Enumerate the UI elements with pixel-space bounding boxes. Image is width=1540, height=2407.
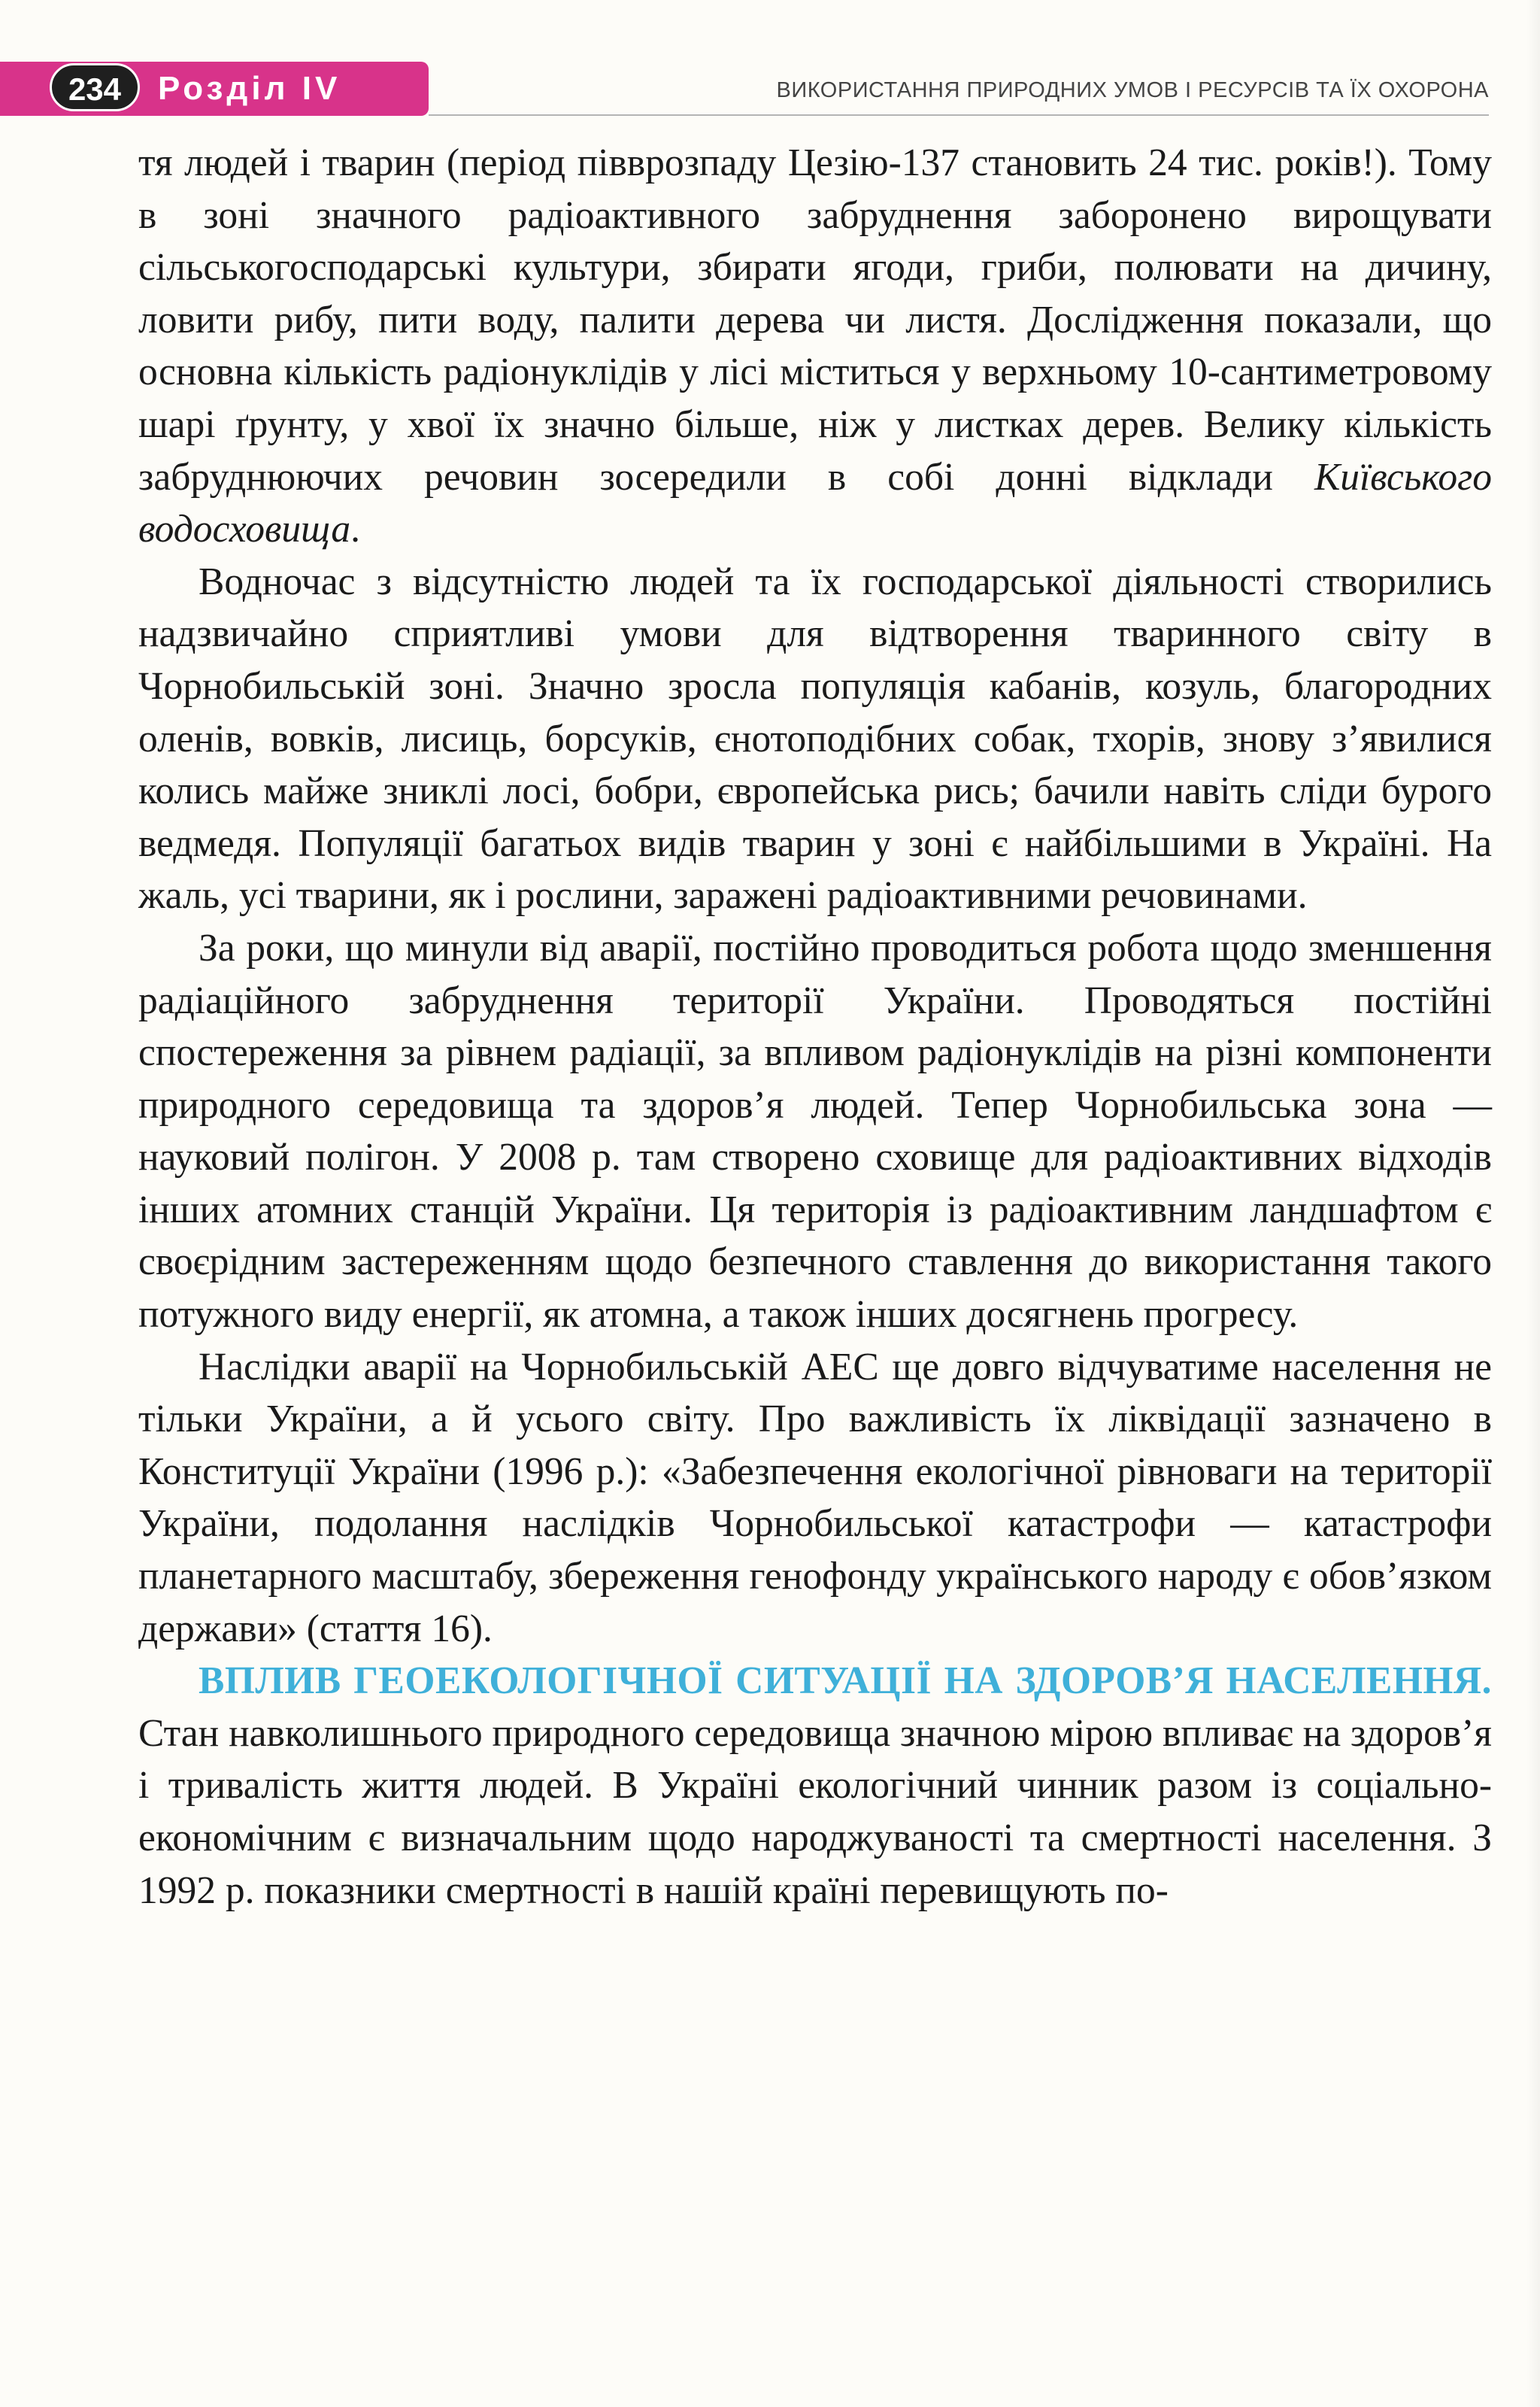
- paragraph-monitoring: За роки, що минули від аварії, постійно проводиться робота щодо зменшення радіаційного забруднення території України. Проводяться постійні спостереження за рівнем радіації, за впливом радіонуклідів на різні компоненти природного середовища та здоров’я людей. Тепер Чорнобильська зона — науковий полігон. У 2008 р. там створено сховище для радіоактивних відходів інших атомних станцій України. Ця територія із радіоактивним ландшафтом є своєрідним застереженням щодо безпечного ставлення до використання такого потужного виду енергії, як атомна, а також інших досягнень прогресу.: [138, 926, 1492, 1337]
- paragraph-fauna: Водночас з відсутністю людей та їх господарської діяльності створились надзвичайно сприятливі умови для відтворення тваринного світу в Чорнобильській зоні. Значно зросла популяція кабанів, козуль, благородних оленів, вовків, лисиць, борсуків, єнотоподібних собак, тхорів, знову з’явилися колись майже зниклі лосі, бобри, європейська рись; бачили навіть сліди бурого ведмедя. Популяції багатьох видів тварин у зоні є найбільшими в Україні. На жаль, усі тварини, як і рослини, заражені радіоактивними речовинами.: [138, 560, 1492, 918]
- running-header: [0, 59, 1540, 119]
- header-divider: [429, 114, 1489, 116]
- section-heading: ВПЛИВ ГЕОЕКОЛОГІЧНОЇ СИТУАЦІЇ НА ЗДОРОВ’Я НАСЕЛЕННЯ.: [199, 1659, 1492, 1703]
- paragraph-text-end: .: [350, 508, 360, 551]
- paragraph-health: [138, 1655, 1492, 1917]
- chapter-title: ВИКОРИСТАННЯ ПРИРОДНИХ УМОВ І РЕСУРСІВ ТА ЇХ ОХОРОНА: [776, 78, 1489, 102]
- page-body: [138, 137, 1492, 1917]
- page-number: 234: [50, 63, 140, 111]
- paragraph-text: Стан навколишнього природного середовища значною мірою впливає на здоров’я і тривалість життя людей. В Україні екологічний чинник разом із соціально-економічним є визначальним щодо народжуваності та смертності населення. З 1992 р. показники смертності в нашій країні перевищують по-: [138, 1711, 1492, 1912]
- paragraph-text: тя людей і тварин (період півврозпаду Цезію-137 становить 24 тис. років!). Тому в зоні значного радіоактивного забруднення заборонено вирощувати сільськогосподарські культури, збирати ягоди, гриби, полювати на дичину, ловити рибу, пити воду, палити дерева чи листя. Дослідження показали, що основна кількість радіонуклідів у лісі міститься у верхньому 10-сантиметровому шарі ґрунту, у хвої їх значно більше, ніж у листках дерев. Велику кількість забруднюючих речовин зосередили в собі донні відклади: [138, 141, 1492, 499]
- paragraph-constitution: Наслідки аварії на Чорнобильській АЕС ще довго відчуватиме населення не тільки України, а й усього світу. Про важливість їх ліквідації зазначено в Конституції України (1996 р.): «Забезпечення екологічної рівноваги на території України, подолання наслідків Чорнобильської катастрофи — катастрофи планетарного масштабу, збереження генофонду українського народу є обов’язком держави» (стаття 16).: [138, 1345, 1492, 1650]
- page-edge: [1526, 0, 1540, 2407]
- section-label: Розділ IV: [158, 70, 341, 107]
- paragraph-continuation: [138, 137, 1492, 556]
- italic-term: Київського водосховища: [138, 455, 1492, 551]
